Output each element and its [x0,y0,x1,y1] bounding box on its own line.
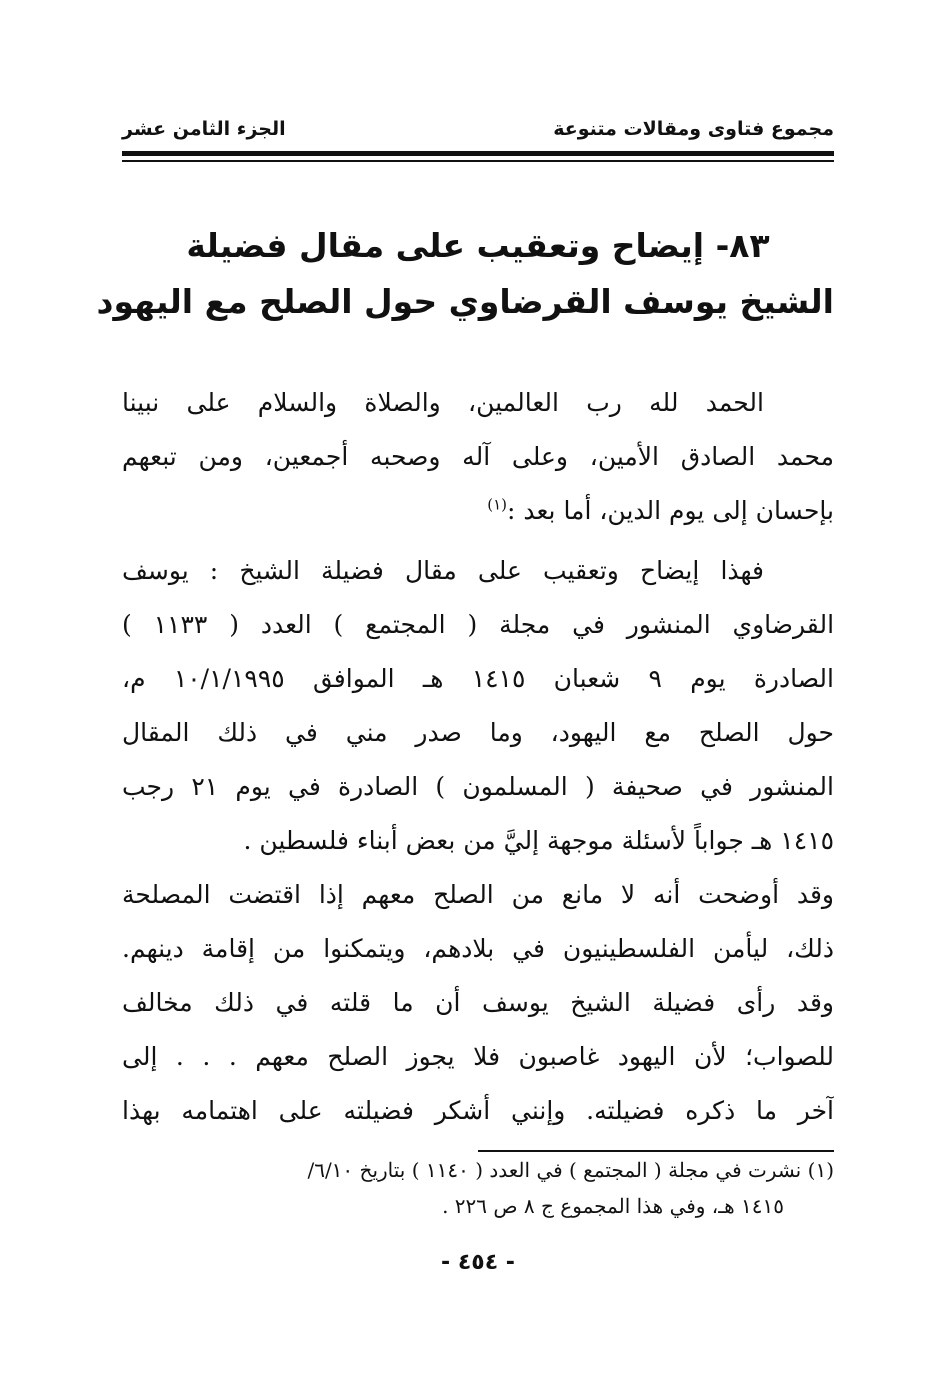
header-rule-thick [122,151,834,156]
body-line: الصادرة يوم ٩ شعبان ١٤١٥ هـ الموافق ١٠/١/١٩٩٥ م، [122,664,834,693]
page-number: - ٤٥٤ - [441,1250,515,1275]
body-line: آخر ما ذكره فضيلته. وإنني أشكر فضيلته على اهتمامه بهذا [122,1096,834,1125]
body-line: المنشور في صحيفة ( المسلمون ) الصادرة في يوم ٢١ رجب [122,772,834,801]
body-line: فهذا إيضاح وتعقيب على مقال فضيلة الشيخ : يوسف [122,556,764,585]
article-body [122,376,834,1138]
footnote-line-2: ١٤١٥ هـ، وفي هذا المجموع ج ٨ ص ٢٢٦ . [442,1194,784,1218]
body-line: وقد رأى فضيلة الشيخ يوسف أن ما قلته في ذلك مخالف [122,988,834,1017]
body-line: ذلك، ليأمن الفلسطينيون في بلادهم، ويتمكنوا من إقامة دينهم. [122,934,834,963]
body-line: وقد أوضحت أنه لا مانع من الصلح معهم إذا اقتضت المصلحة [122,880,834,909]
footnote [122,1152,834,1224]
header-rule-thin [122,160,834,162]
body-line: الحمد لله رب العالمين، والصلاة والسلام على نبينا [122,388,764,417]
title-line-2: الشيخ يوسف القرضاوي حول الصلح مع اليهود [96,282,834,321]
body-line: للصواب؛ لأن اليهود غاصبون فلا يجوز الصلح معهم . . . إلى [122,1042,834,1071]
body-line: حول الصلح مع اليهود، وما صدر مني في ذلك المقال [122,718,834,747]
article-title [96,218,834,330]
body-line-text: بإحسان إلى يوم الدين، أما بعد : [506,496,834,525]
footnote-marker: (١) [807,1158,834,1182]
body-line: ١٤١٥ هـ جواباً لأسئلة موجهة إليَّ من بعض أبناء فلسطين . [243,826,834,855]
body-line: محمد الصادق الأمين، وعلى آله وصحبه أجمعين، ومن تبعهم [122,442,834,471]
body-line: القرضاوي المنشور في مجلة ( المجتمع ) العدد ( ١١٣٣ ) [122,610,834,639]
body-line [122,484,834,538]
running-header [122,118,834,146]
book-title: مجموع فتاوى ومقالات متنوعة [553,118,834,140]
volume-label: الجزء الثامن عشر [122,118,286,140]
footnote-reference[interactable]: (١) [487,495,507,514]
title-line-1: ٨٣- إيضاح وتعقيب على مقال فضيلة [186,226,770,265]
footnote-line-1 [122,1152,834,1188]
footnote-text: نشرت في مجلة ( المجتمع ) في العدد ( ١١٤٠ ) بتاريخ ٦/١٠/ [307,1158,802,1182]
